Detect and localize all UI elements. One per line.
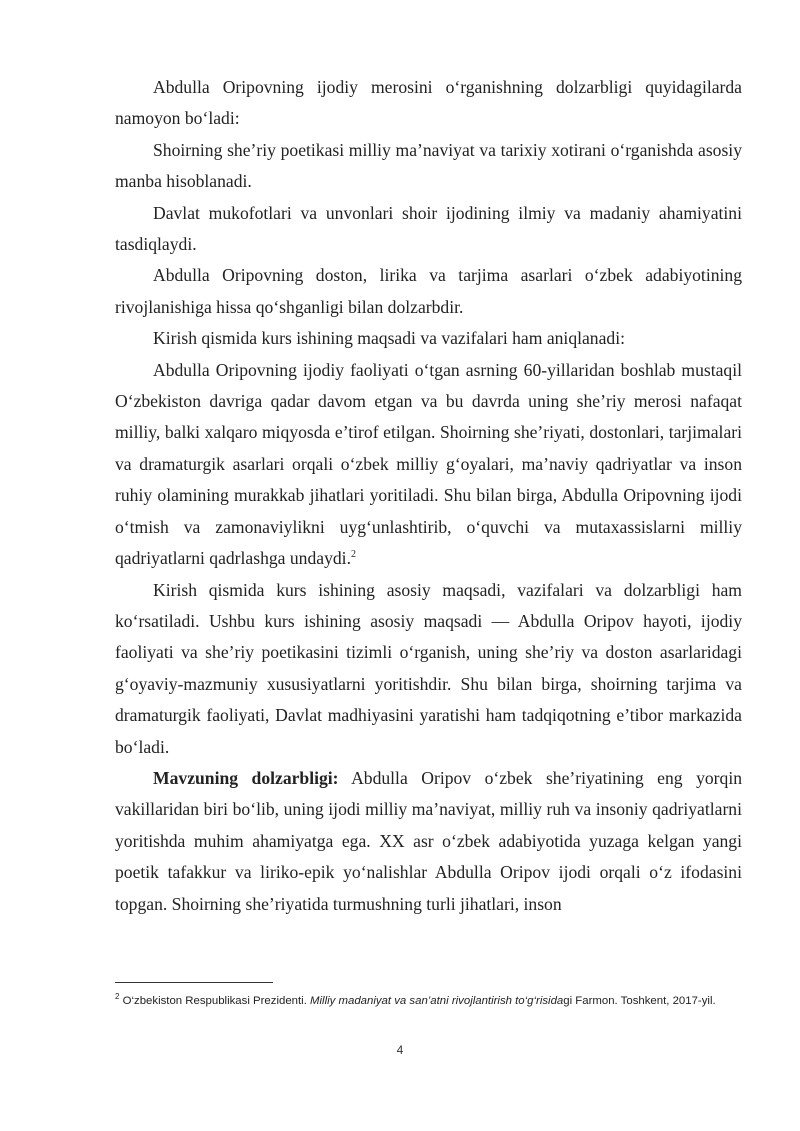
footnote-title: Milliy madaniyat va san’atni rivojlantirish to‘g‘risida: [310, 995, 564, 1007]
paragraph-goals-intro: Kirish qismida kurs ishining maqsadi va vazifalari ham aniqlanadi:: [153, 328, 625, 349]
paragraph-poetics: Shoirning she’riy poetikasi milliy ma’naviyat va tarixiy xotirani o‘rganishda asosiy manba hisoblanadi.: [115, 139, 742, 192]
paragraph-relevance: [115, 763, 742, 920]
footnote-reference[interactable]: 2: [350, 549, 356, 561]
footnote-separator: [115, 982, 273, 983]
footnote-number: 2: [115, 992, 120, 1002]
paragraph-awards: Davlat mukofotlari va unvonlari shoir ijodining ilmiy va madaniy ahamiyatini tasdiqlaydi.: [115, 202, 742, 255]
body-text: [115, 72, 742, 920]
footnote-author: O‘zbekiston Respublikasi Prezidenti.: [119, 995, 311, 1007]
page-number: 4: [396, 1043, 404, 1057]
footnote: [115, 992, 742, 1011]
paragraph-main-goal: Kirish qismida kurs ishining asosiy maqsadi, vazifalari va dolzarbligi ham ko‘rsatiladi. Ushbu kurs ishining asosiy maqsadi — Abdulla Oripov hayoti, ijodiy faoliyati va she’riy poetikasini tizimli o‘rganish, uning she’riy va doston asarlaridagi g‘oyaviy-mazmuniy xususiyatlarni yoritishdir. Shu bilan birga, shoirning tarjima va dramaturgik faoliyati, Davlat madhiyasini yaratishi ham tadqiqotning e’tibor markazida bo‘ladi.: [115, 579, 742, 757]
paragraph-intro: Abdulla Oripovning ijodiy merosini o‘rganishning dolzarbligi quyidagilarda namoyon bo‘ladi:: [115, 77, 742, 129]
paragraph-creative-activity-text: Abdulla Oripovning ijodiy faoliyati o‘tgan asrning 60-yillaridan boshlab mustaqil O‘zbekiston davriga qadar davom etgan va bu davrda uning she’riy merosi nafaqat milliy, balki xalqaro miqyosda e’tirof etilgan. Shoirning she’riyati, dostonlari, tarjimalari va dramaturgik asarlari orqali o‘zbek milliy g‘oyalari, ma’naviy qadriyatlar va inson ruhiy olamining murakkab jihatlari yoritiladi. Shu bilan birga, Abdulla Oripovning ijodi o‘tmish va zamonaviylikni uyg‘unlashtirib, o‘quvchi va mutaxassislarni milliy qadriyatlarni qadrlashga undaydi.: [115, 359, 742, 569]
paragraph-creative-activity: [115, 355, 742, 575]
relevance-text: Abdulla Oripov o‘zbek she’riyatining eng yorqin vakillaridan biri bo‘lib, uning ijodi milliy ma’naviyat, milliy ruh va insoniy qadriyatlarni yoritishda muhim ahamiyatga ega. XX asr o‘zbek adabiyotida yuzaga kelgan yangi poetik tafakkur va liriko-epik yo‘nalishlar Abdulla Oripov ijodi orqali o‘z ifodasini topgan. Shoirning she’riyatida turmushning turli jihatlari, inson: [115, 767, 743, 914]
paragraph-works: Abdulla Oripovning doston, lirika va tarjima asarlari o‘zbek adabiyotining rivojlanishiga hissa qo‘shganligi bilan dolzarbdir.: [115, 265, 742, 317]
footnote-details: gi Farmon. Toshkent, 2017-yil.: [563, 995, 716, 1007]
relevance-heading: Mavzuning dolzarbligi:: [153, 767, 339, 788]
